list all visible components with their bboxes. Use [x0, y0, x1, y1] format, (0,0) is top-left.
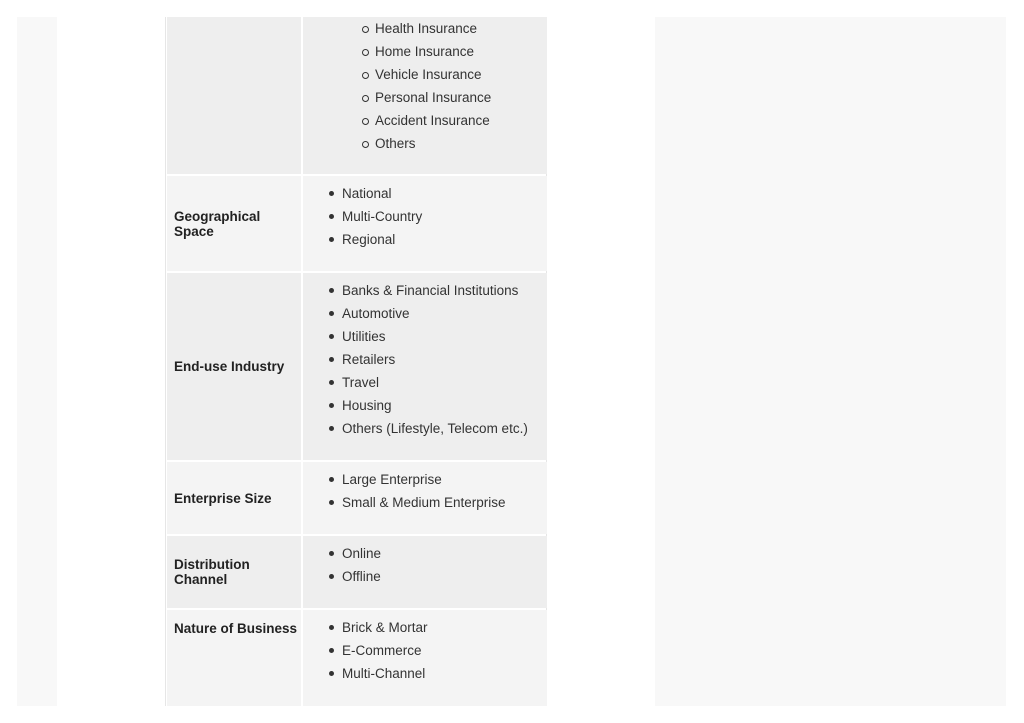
- table-row: [167, 176, 547, 271]
- list-item: Multi-Country: [303, 205, 422, 228]
- list-item: Large Enterprise: [303, 468, 506, 491]
- sub-list: [303, 17, 491, 155]
- table-row: [167, 273, 547, 460]
- list-item: Brick & Mortar: [303, 616, 428, 639]
- list-item: Retailers: [303, 348, 528, 371]
- row-values: [303, 462, 547, 534]
- row-label-empty: [167, 17, 301, 174]
- row-label: Nature of Business: [167, 610, 301, 706]
- list-item: Accident Insurance: [303, 109, 491, 132]
- list-item: Utilities: [303, 325, 528, 348]
- list-item: Offline: [303, 565, 381, 588]
- list-item: Vehicle Insurance: [303, 63, 491, 86]
- list-item: Home Insurance: [303, 40, 491, 63]
- value-list: [303, 542, 381, 588]
- list-item: Health Insurance: [303, 17, 491, 40]
- list-item: Personal Insurance: [303, 86, 491, 109]
- list-item: Automotive: [303, 302, 528, 325]
- list-item: National: [303, 182, 422, 205]
- table-row: [167, 17, 547, 174]
- value-list: [303, 468, 506, 514]
- row-values: [303, 610, 547, 706]
- value-list: [303, 616, 428, 685]
- value-list: [303, 279, 528, 440]
- list-item: Others (Lifestyle, Telecom etc.): [303, 417, 528, 440]
- list-item: Banks & Financial Institutions: [303, 279, 528, 302]
- value-list: [303, 182, 422, 251]
- list-item: Multi-Channel: [303, 662, 428, 685]
- row-label: Enterprise Size: [167, 462, 301, 534]
- table-row: [167, 462, 547, 534]
- table-row: [167, 536, 547, 608]
- table-row: [167, 610, 547, 706]
- row-values: [303, 17, 547, 174]
- right-side-panel: [655, 17, 1006, 706]
- row-label: Distribution Channel: [167, 536, 301, 608]
- list-item: Regional: [303, 228, 422, 251]
- row-label: Geographical Space: [167, 176, 301, 271]
- row-values: [303, 273, 547, 460]
- list-item: Travel: [303, 371, 528, 394]
- left-side-panel: [17, 17, 57, 706]
- row-values: [303, 536, 547, 608]
- list-item: Online: [303, 542, 381, 565]
- row-label: End-use Industry: [167, 273, 301, 460]
- list-item: Housing: [303, 394, 528, 417]
- segmentation-table: [165, 17, 547, 706]
- row-values: [303, 176, 547, 271]
- list-item: Others: [303, 132, 491, 155]
- list-item: E-Commerce: [303, 639, 428, 662]
- list-item: Small & Medium Enterprise: [303, 491, 506, 514]
